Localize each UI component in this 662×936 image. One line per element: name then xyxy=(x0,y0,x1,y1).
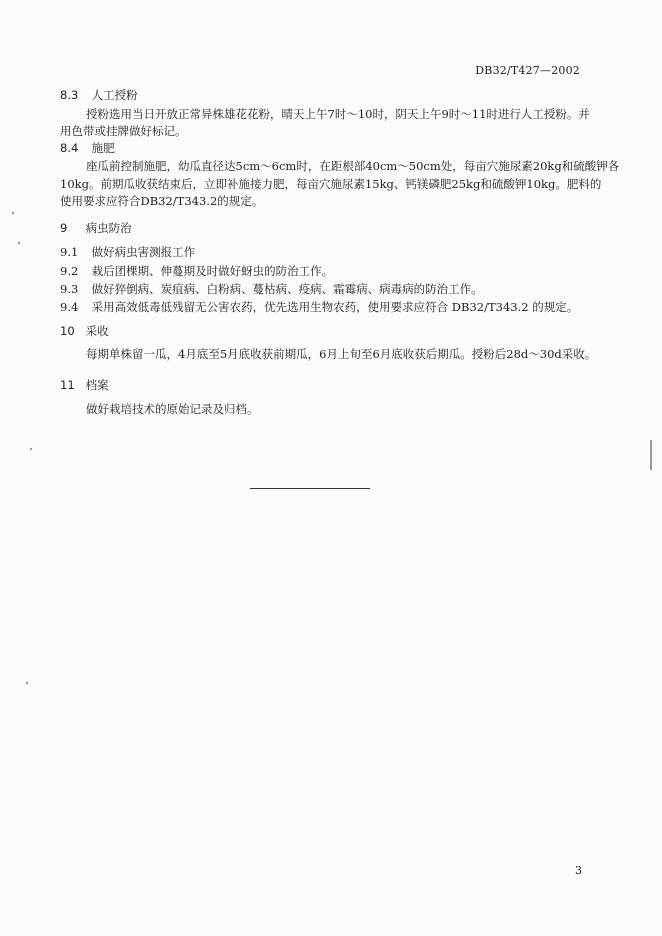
section-8-3-heading xyxy=(60,88,590,103)
list-item xyxy=(60,282,590,297)
paragraph-line: 使用要求应符合DB32/T343.2的规定。 xyxy=(60,194,264,208)
page-number: 3 xyxy=(575,864,582,877)
item-number: 9.2 xyxy=(60,264,79,278)
item-text: 采用高效低毒低残留无公害农药，优先选用生物农药，使用要求应符合 DB32/T343.2 的规定。 xyxy=(91,300,579,314)
scan-speck xyxy=(26,682,28,684)
document-code: DB32/T427—2002 xyxy=(475,64,580,77)
section-title: 人工授粉 xyxy=(91,88,138,102)
item-number: 9.4 xyxy=(60,300,79,314)
list-item xyxy=(60,245,590,260)
section-title: 病虫防治 xyxy=(85,221,132,235)
section-title: 档案 xyxy=(85,378,109,392)
item-number: 9.1 xyxy=(60,245,79,259)
paragraph-line: 座瓜前控制施肥，幼瓜直径达5cm～6cm时，在距根部40cm～50cm处，每亩穴施尿素20kg和硫酸钾各 xyxy=(86,159,620,173)
section-number: 9 xyxy=(60,221,68,235)
section-8-4-heading xyxy=(60,141,590,156)
section-title: 采收 xyxy=(85,324,109,338)
section-number: 10 xyxy=(60,324,75,338)
section-number: 8.4 xyxy=(60,141,79,155)
item-text: 做好病虫害测报工作 xyxy=(91,245,196,259)
paragraph-line: 每期单株留一瓜，4月底至5月底收获前期瓜，6月上旬至6月底收获后期瓜。授粉后28d～30d采收。 xyxy=(86,347,597,361)
paragraph-line: 10kg。前期瓜收获结束后，立即补施接力肥，每亩穴施尿素15kg、钙镁磷肥25kg和硫酸钾10kg。肥料的 xyxy=(60,177,602,191)
section-9-heading xyxy=(60,221,590,236)
section-title: 施肥 xyxy=(91,141,115,155)
scan-edge-mark xyxy=(650,440,652,470)
section-number: 11 xyxy=(60,378,75,392)
item-text: 栽后团棵期、伸蔓期及时做好蚜虫的防治工作。 xyxy=(91,264,334,278)
scan-speck xyxy=(18,242,20,244)
section-10-heading xyxy=(60,324,590,339)
scan-speck xyxy=(12,212,14,214)
paragraph-line: 做好栽培技术的原始记录及归档。 xyxy=(86,402,259,416)
list-item xyxy=(60,264,590,279)
item-number: 9.3 xyxy=(60,282,79,296)
section-11-heading xyxy=(60,378,590,393)
end-rule xyxy=(250,488,370,489)
section-number: 8.3 xyxy=(60,88,79,102)
paragraph-line: 授粉选用当日开放正常异株雄花花粉，晴天上午7时～10时，阴天上午9时～11时进行人工授粉。并 xyxy=(86,107,590,121)
item-text: 做好猝倒病、炭疽病、白粉病、蔓枯病、疫病、霜霉病、病毒病的防治工作。 xyxy=(91,282,483,296)
paragraph-line: 用色带或挂牌做好标记。 xyxy=(60,124,187,138)
list-item xyxy=(60,300,590,315)
scan-speck xyxy=(30,448,32,450)
